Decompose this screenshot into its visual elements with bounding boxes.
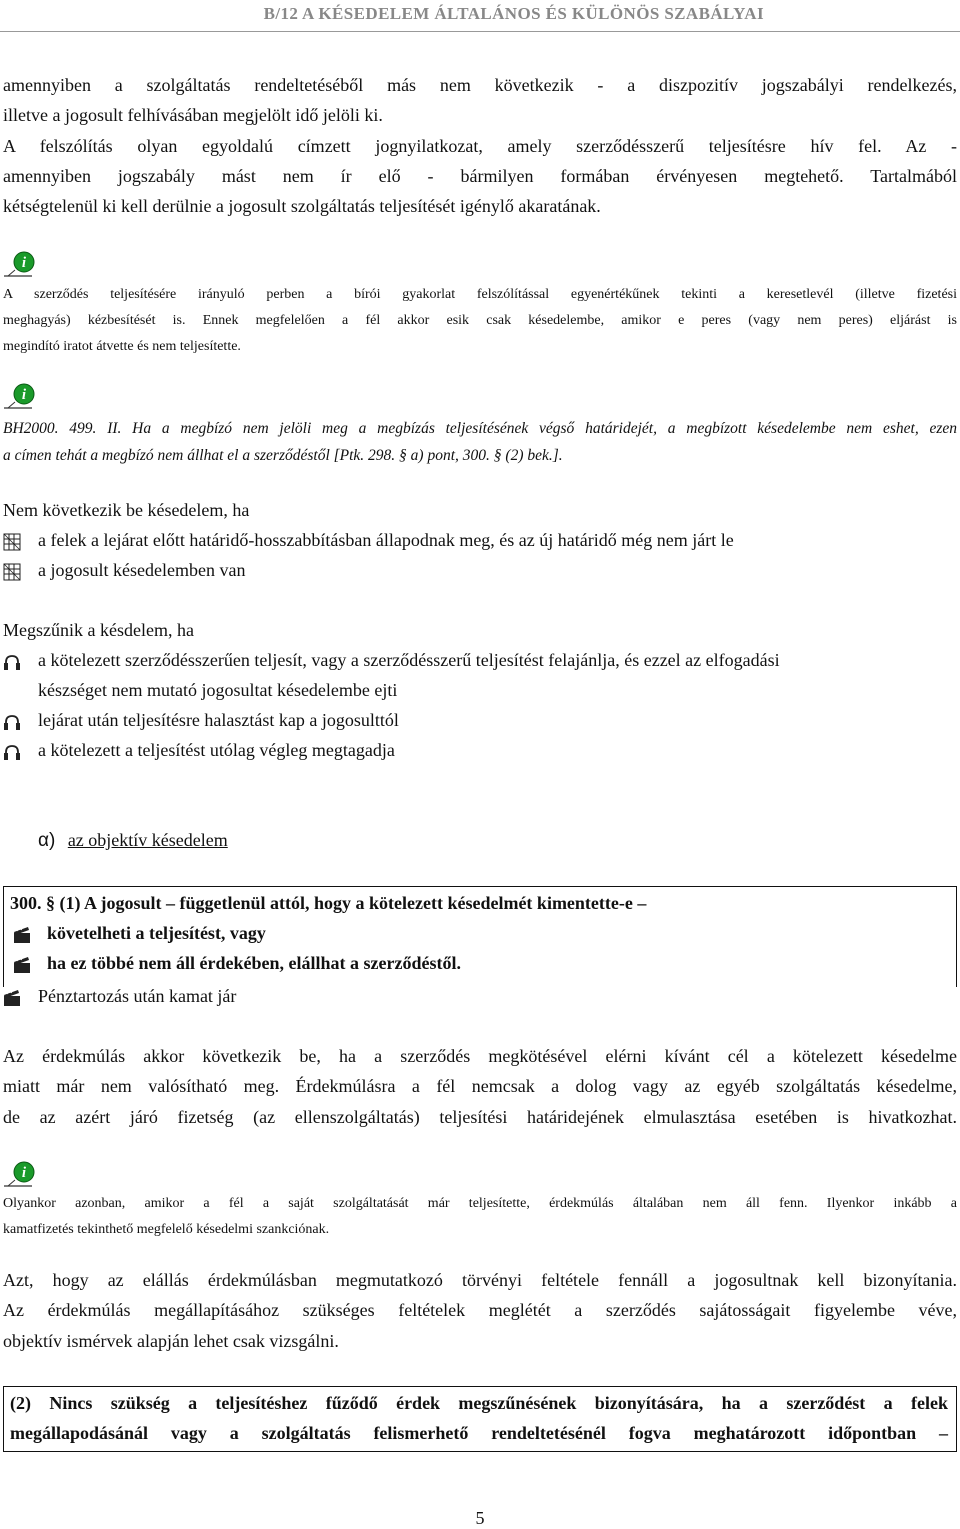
proof-paragraph <box>3 1265 957 1356</box>
clapperboard-bullet-icon <box>13 956 31 974</box>
ends-heading: Megszűnik a késdelem, ha <box>3 620 194 640</box>
note-line: kamatfizetés tekinthető megfelelő késedelmi szankciónak. <box>3 1222 330 1237</box>
intro-line: illetve a jogosult felhívásában megjelölt idő jelöli ki. <box>3 105 383 126</box>
note-paragraph-1 <box>3 282 957 360</box>
note-line: megindító iratot átvette és nem teljesítette. <box>3 339 241 354</box>
tool-bullet-icon <box>3 743 21 761</box>
note-paragraph-3 <box>3 1191 957 1243</box>
grid-bullet-icon <box>3 563 21 581</box>
svg-text:i: i <box>21 1165 27 1181</box>
note-line: Olyankor azonban, amikor a fél a saját szolgáltatását már teljesítette, érdekmúlás általában nem áll fenn. Ilyenkor inkább a <box>3 1196 957 1211</box>
tool-bullet-icon <box>3 713 21 731</box>
section-title: az objektív késedelem <box>67 830 228 850</box>
note-line: BH2000. 499. II. Ha a megbízó nem jelöli meg a megbízás teljesítésének végső határidejét, a megbízott késedelembe nem eshet, ezen <box>3 420 957 437</box>
header-rule <box>0 31 960 32</box>
interest-paragraph <box>3 1041 957 1132</box>
law-line: (2) Nincs szükség a teljesítéshez fűződő érdek megszűnésének bizonyítására, ha a szerződést a felek <box>10 1393 948 1413</box>
intro-line: kétségtelenül ki kell derülnie a jogosult szolgáltatás teljesítését igénylő akaratának. <box>3 196 601 217</box>
svg-text:i: i <box>21 387 27 403</box>
law-300-line: 300. § (1) A jogosult – függetlenül attól, hogy a kötelezett késedelmét kimentette-e – <box>10 893 647 913</box>
intro-line: A felszólítás olyan egyoldalú címzett jognyilatkozat, amely szerződésszerű teljesítésre hív fel. Az - <box>3 135 957 156</box>
section-heading-alpha <box>38 830 228 852</box>
list-item-text: lejárat után teljesítésre halasztást kap a jogosulttól <box>38 710 399 730</box>
intro-line: amennyiben jogszabály mást nem ír elő - bármilyen formában érvényesen megtehető. Tartalmából <box>3 165 957 186</box>
paragraph-line: objektív ismérvek alapján lehet csak vizsgálni. <box>3 1330 339 1351</box>
law-300-2-text <box>10 1388 948 1449</box>
clapperboard-bullet-icon <box>3 989 21 1007</box>
page-number: 5 <box>475 1508 485 1528</box>
header-title: B/12 A KÉSEDELEM ÁLTALÁNOS ÉS KÜLÖNÖS SZABÁLYAI <box>263 4 764 23</box>
intro-paragraph <box>3 70 957 221</box>
list-item-text: a kötelezett a teljesítést utólag végleg megtagadja <box>38 740 395 760</box>
list-item-text: követelheti a teljesítést, vagy <box>47 923 266 943</box>
page-header <box>0 0 960 32</box>
svg-text:i: i <box>21 255 27 271</box>
list-item-text: a kötelezett szerződésszerűen teljesít, vagy a szerződésszerű teljesítést felajánlja, és ezzel az elfogadási <box>38 650 780 670</box>
section-symbol: α) <box>38 830 56 851</box>
grid-bullet-icon <box>3 533 21 551</box>
note-line: A szerződés teljesítésére irányuló perben a bírói gyakorlat felszólítással egyenértékűnek tekinti a keresetlevél (illetve fizetési <box>3 287 957 302</box>
list-item-text: készséget nem mutató jogosultat késedelembe ejti <box>38 680 398 700</box>
list-item-text: a felek a lejárat előtt határidő-hosszabbításban állapodnak meg, és az új határidő még nem járt le <box>38 530 734 550</box>
paragraph-line: miatt már nem valósítható meg. Érdekmúlásra a fél nemcsak a dolog vagy az egyéb szolgáltatás késedelme, <box>3 1076 957 1097</box>
note-paragraph-2 <box>3 415 957 469</box>
info-icon <box>2 382 38 412</box>
paragraph-line: Azt, hogy az elállás érdekmúlásban megmutatkozó törvényi feltétele fennáll a jogosultnak kell bizonyítania. <box>3 1270 957 1290</box>
paragraph-line: Az érdekmúlás akkor következik be, ha a szerződés megkötésével elérni kívánt cél a kötelezett késedelme <box>3 1046 957 1066</box>
paragraph-line: de az azért járó fizetség (az ellenszolgáltatás) teljesítési határidejének elmulasztása esetében is hivatkozhat. <box>3 1106 957 1127</box>
note-line: a címen tehát a megbízó nem állhat el a szerződéstől [Ptk. 298. § a) pont, 300. § (2) bek.]. <box>3 447 563 464</box>
list-item-text: Pénztartozás után kamat jár <box>38 986 237 1006</box>
intro-line: amennyiben a szolgáltatás rendeltetéséből más nem következik - a diszpozitív jogszabályi rendelkezés, <box>3 75 957 95</box>
tool-bullet-icon <box>3 653 21 671</box>
not-delay-heading: Nem következik be késedelem, ha <box>3 500 250 520</box>
law-line: megállapodásánál vagy a szolgáltatás felismerhető rendeltetésénél fogva meghatározott időpontban – <box>10 1423 948 1444</box>
paragraph-line: Az érdekmúlás megállapításához szükséges feltételek meglétét a szerződés sajátosságait figyelembe véve, <box>3 1300 957 1321</box>
note-line: meghagyás) kézbesítését is. Ennek megfelelően a fél akkor esik csak késedelembe, amikor e peres (vagy nem peres) eljárást is <box>3 313 957 328</box>
list-item-text: a jogosult késedelemben van <box>38 560 246 580</box>
info-icon <box>2 1160 38 1190</box>
info-icon <box>2 250 38 280</box>
list-item-text: ha ez többé nem áll érdekében, elállhat a szerződéstől. <box>47 953 461 973</box>
clapperboard-bullet-icon <box>13 926 31 944</box>
